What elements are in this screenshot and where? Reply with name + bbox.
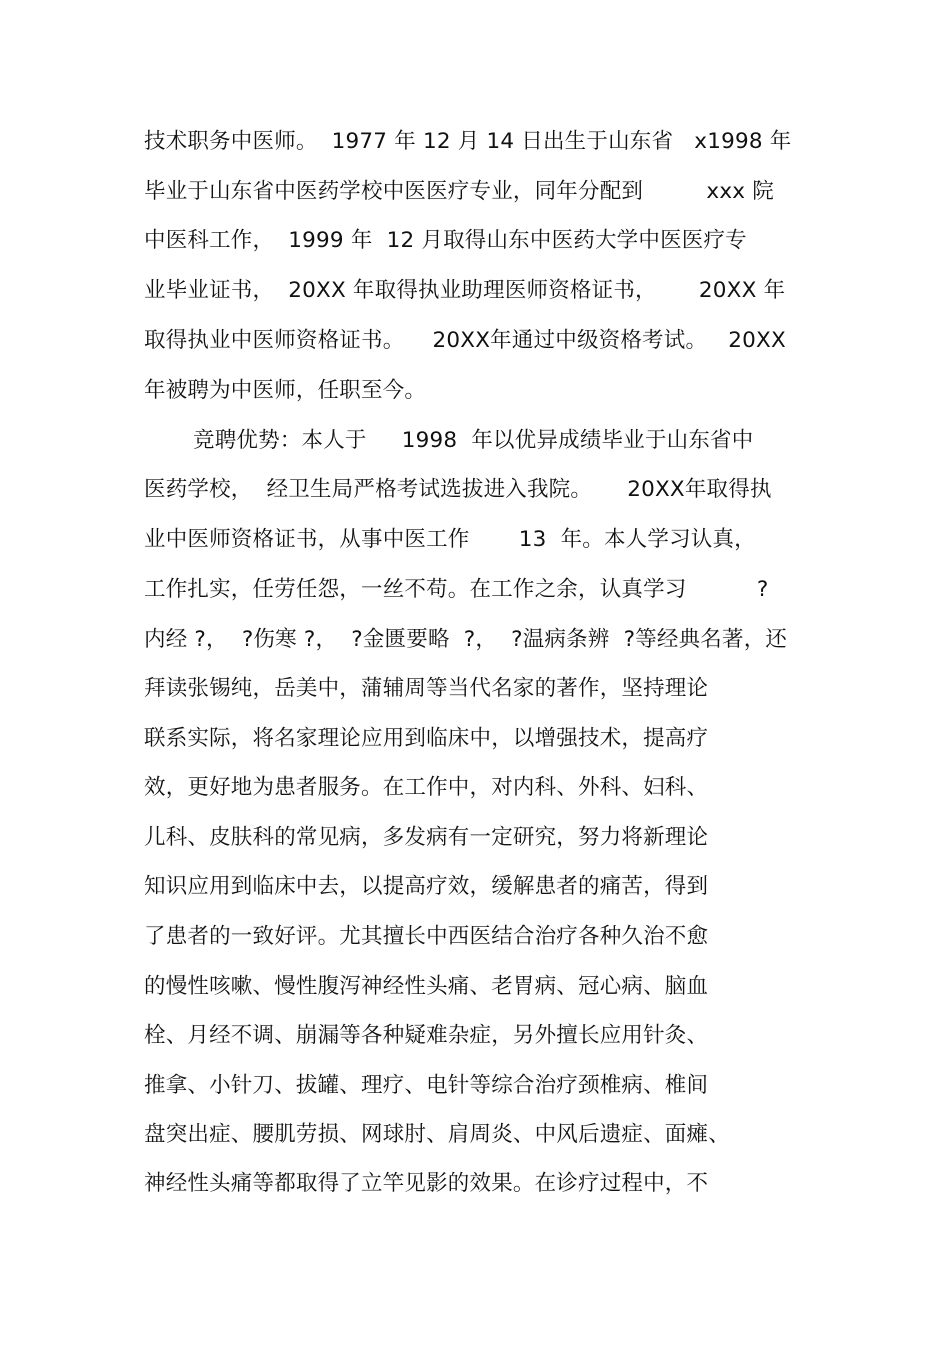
text-line: 技术职务中医师。 1977 年 12 月 14 日出生于山东省 x1998 年 [144,129,792,154]
text-line: 盘突出症、腰肌劳损、网球肘、肩周炎、中风后遗症、面瘫、 [144,1122,730,1147]
text-line: 毕业于山东省中医药学校中医医疗专业，同年分配到 xxx 院 [144,179,774,204]
text-line: 取得执业中医师资格证书。 20XX年通过中级资格考试。 20XX [144,328,786,353]
paragraph-first-line: 竞聘优势：本人于 1998 年以优异成绩毕业于山东省中 [193,428,754,453]
text-line: 业毕业证书， 20XX 年取得执业助理医师资格证书， 20XX 年 [144,278,786,303]
text-line: 业中医师资格证书，从事中医工作 13 年。本人学习认真， [144,527,756,552]
text-line: 中医科工作， 1999 年 12 月取得山东中医药大学中医医疗专 [144,228,747,253]
text-line: 拜读张锡纯，岳美中，蒲辅周等当代名家的著作，坚持理论 [144,676,709,701]
text-line: 年被聘为中医师，任职至今。 [144,378,427,403]
text-line: 联系实际，将名家理论应用到临床中，以增强技术，提高疗 [144,726,709,751]
text-line: 栓、月经不调、崩漏等各种疑难杂症，另外擅长应用针灸、 [144,1023,709,1048]
text-line: 推拿、小针刀、拔罐、理疗、电针等综合治疗颈椎病、椎间 [144,1073,709,1098]
text-line: 儿科、皮肤科的常见病，多发病有一定研究，努力将新理论 [144,825,709,850]
text-line: 医药学校， 经卫生局严格考试选拔进入我院。 20XX年取得执 [144,477,772,502]
text-line: 工作扎实，任劳任怨，一丝不苟。在工作之余，认真学习 ? [144,577,769,602]
text-line: 效，更好地为患者服务。在工作中，对内科、外科、妇科、 [144,775,709,800]
text-line: 知识应用到临床中去，以提高疗效，缓解患者的痛苦，得到 [144,874,709,899]
text-line: 神经性头痛等都取得了立竿见影的效果。在诊疗过程中，不 [144,1171,709,1196]
text-line: 的慢性咳嗽、慢性腹泻神经性头痛、老胃病、冠心病、脑血 [144,974,709,999]
text-line: 了患者的一致好评。尤其擅长中西医结合治疗各种久治不愈 [144,924,709,949]
text-line: 内经 ?， ?伤寒 ?， ?金匮要略 ?， ?温病条辨 ?等经典名著，还 [144,627,788,652]
